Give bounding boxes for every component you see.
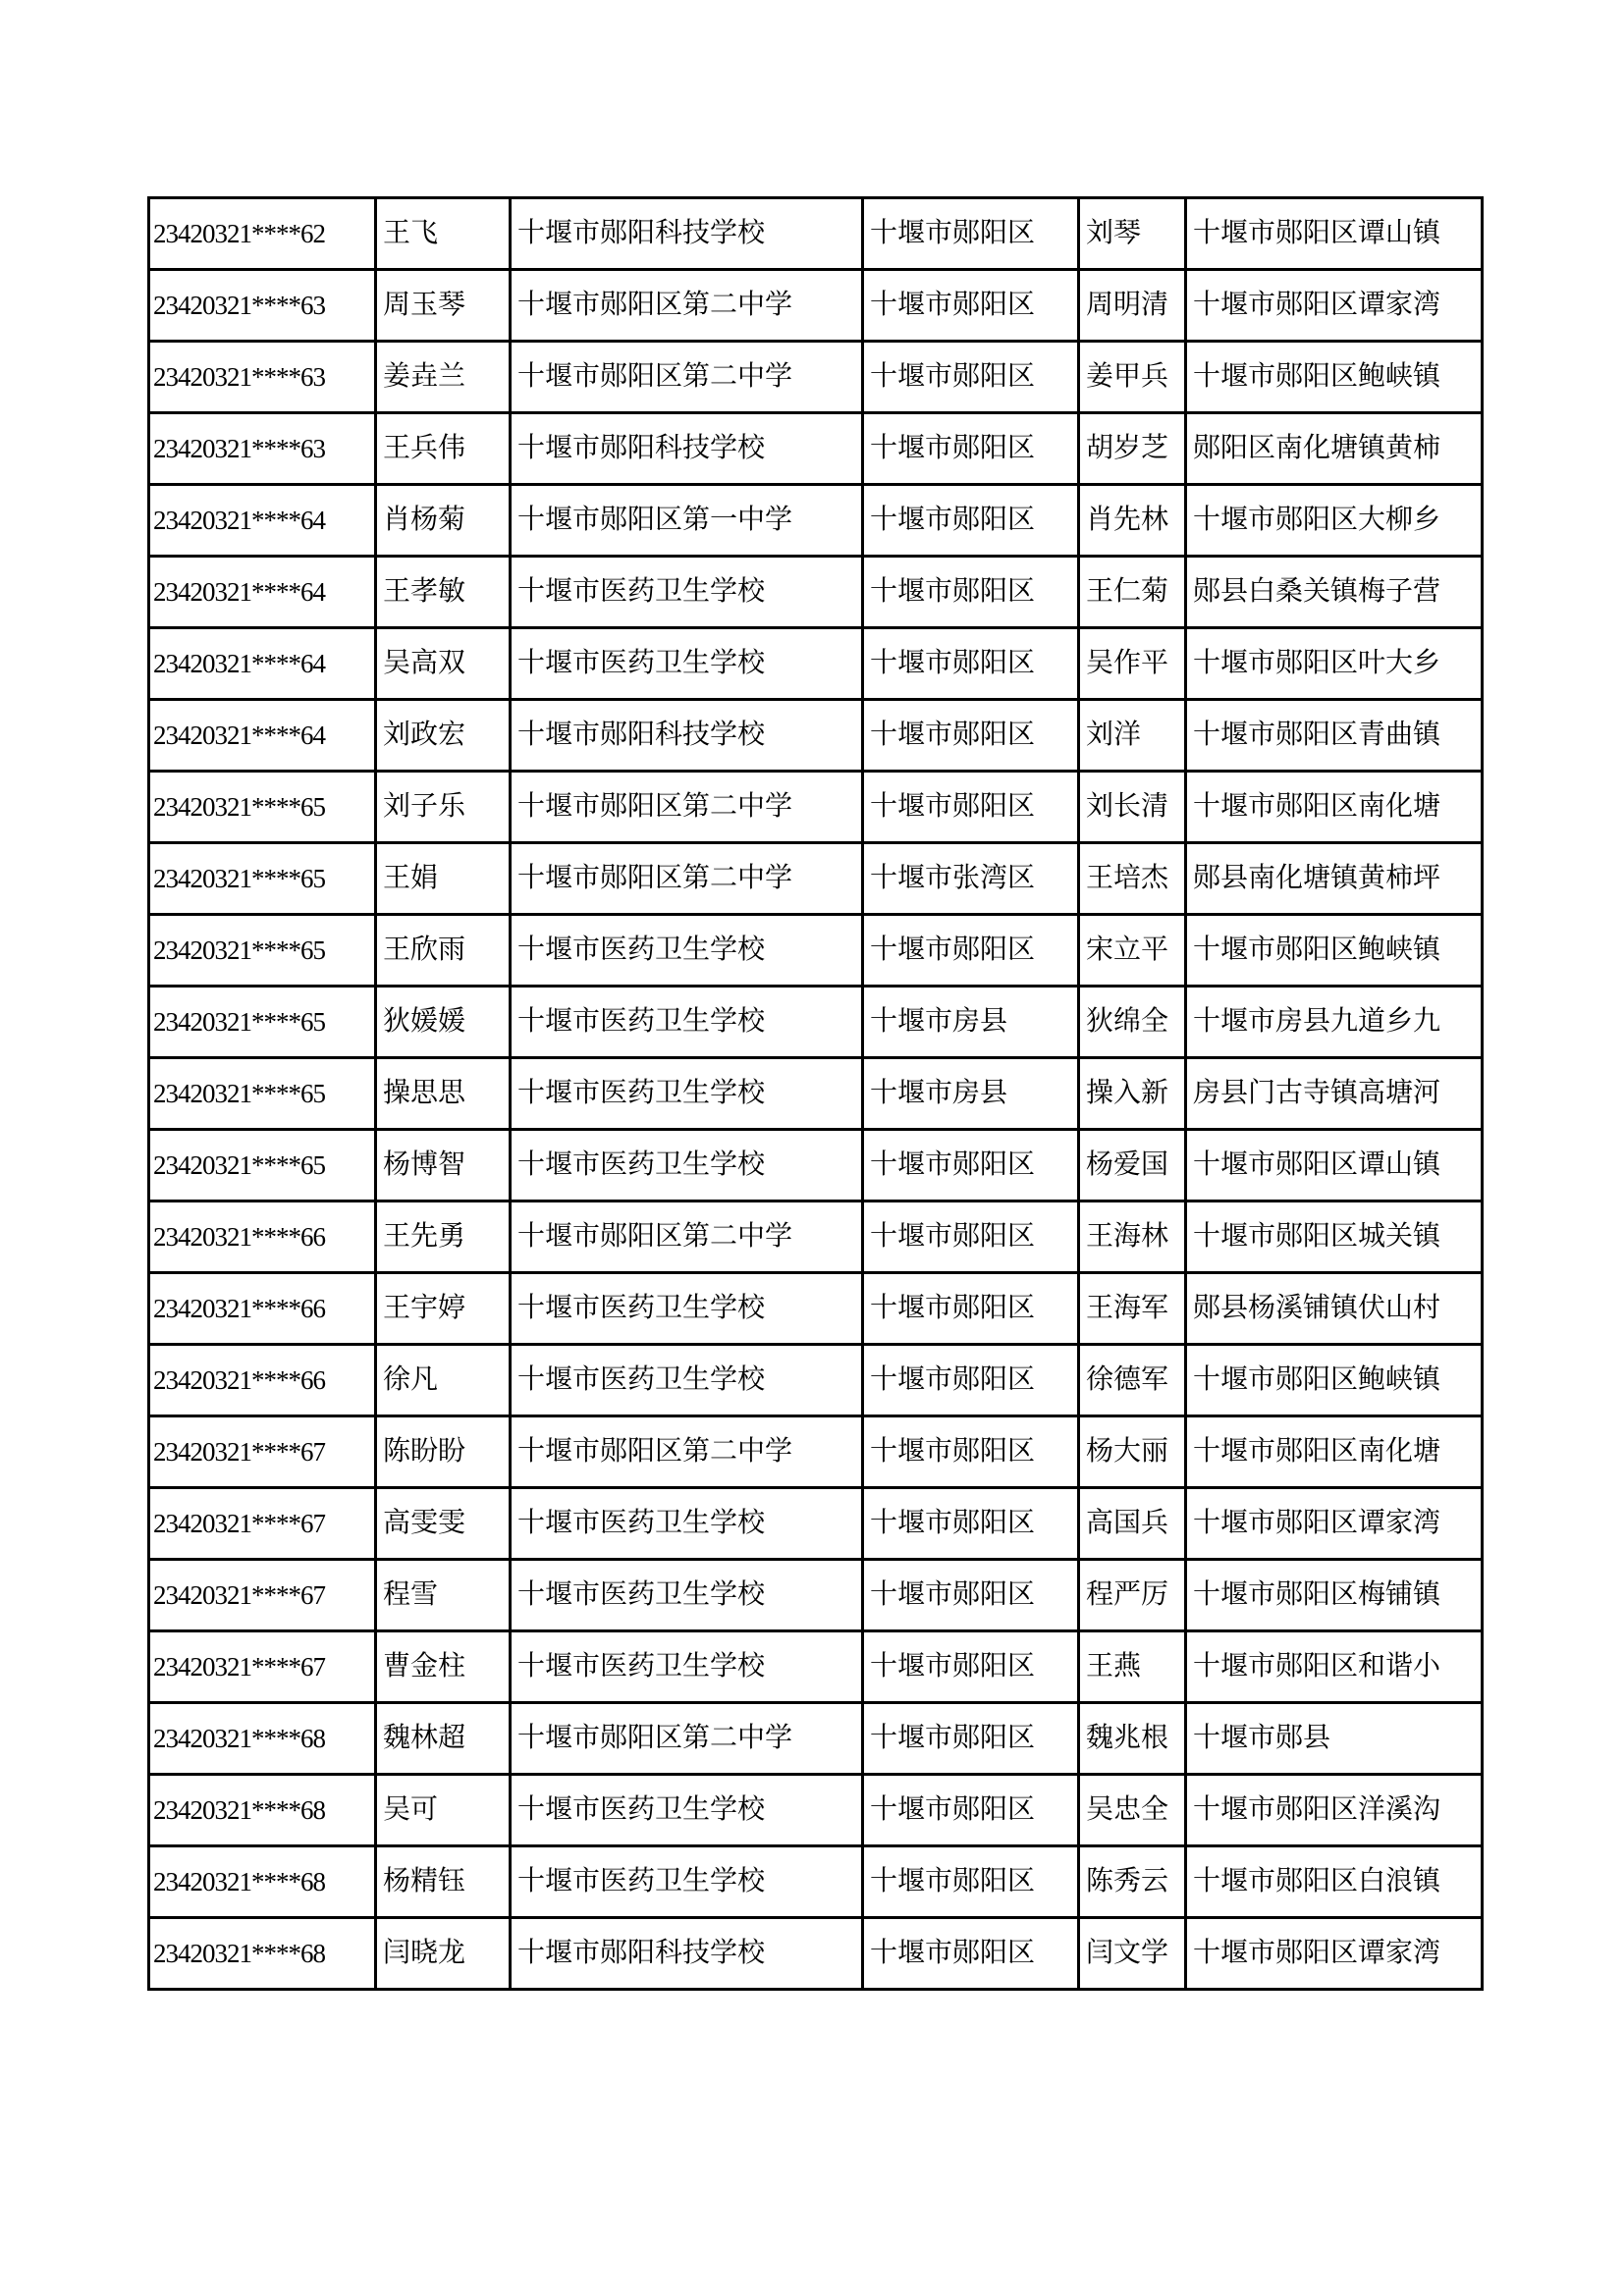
- student-name-cell: 王孝敏: [376, 557, 511, 628]
- guardian-name-cell: 狄绵全: [1079, 987, 1186, 1058]
- district-cell: 十堰市郧阳区: [863, 1488, 1079, 1560]
- school-cell: 十堰市郧阳区第二中学: [511, 1201, 863, 1273]
- student-name-cell: 魏林超: [376, 1703, 511, 1775]
- address-cell: 郧县杨溪铺镇伏山村: [1186, 1273, 1483, 1345]
- district-cell: 十堰市郧阳区: [863, 700, 1079, 772]
- table-row: [149, 915, 1483, 987]
- student-name-cell: 曹金柱: [376, 1631, 511, 1703]
- student-name-cell: 姜垚兰: [376, 342, 511, 413]
- guardian-name-cell: 胡岁芝: [1079, 413, 1186, 485]
- id-number-cell: 23420321****66: [149, 1345, 376, 1416]
- table-row: [149, 1846, 1483, 1918]
- school-cell: 十堰市医药卫生学校: [511, 1631, 863, 1703]
- table-row: [149, 1130, 1483, 1201]
- table-row: [149, 198, 1483, 270]
- id-number-cell: 23420321****68: [149, 1918, 376, 1990]
- guardian-name-cell: 操入新: [1079, 1058, 1186, 1130]
- district-cell: 十堰市郧阳区: [863, 198, 1079, 270]
- student-name-cell: 吴高双: [376, 628, 511, 700]
- student-name-cell: 王先勇: [376, 1201, 511, 1273]
- id-number-cell: 23420321****65: [149, 1130, 376, 1201]
- id-number-cell: 23420321****63: [149, 342, 376, 413]
- district-cell: 十堰市郧阳区: [863, 1775, 1079, 1846]
- student-name-cell: 陈盼盼: [376, 1416, 511, 1488]
- school-cell: 十堰市医药卫生学校: [511, 1345, 863, 1416]
- guardian-name-cell: 程严厉: [1079, 1560, 1186, 1631]
- student-name-cell: 狄媛媛: [376, 987, 511, 1058]
- table-row: [149, 772, 1483, 843]
- district-cell: 十堰市郧阳区: [863, 1416, 1079, 1488]
- table-row: [149, 557, 1483, 628]
- id-number-cell: 23420321****64: [149, 628, 376, 700]
- address-cell: 房县门古寺镇高塘河: [1186, 1058, 1483, 1130]
- district-cell: 十堰市郧阳区: [863, 413, 1079, 485]
- id-number-cell: 23420321****65: [149, 915, 376, 987]
- district-cell: 十堰市郧阳区: [863, 270, 1079, 342]
- table-row: [149, 270, 1483, 342]
- guardian-name-cell: 宋立平: [1079, 915, 1186, 987]
- address-cell: 郧县白桑关镇梅子营: [1186, 557, 1483, 628]
- student-name-cell: 王宇婷: [376, 1273, 511, 1345]
- school-cell: 十堰市医药卫生学校: [511, 1488, 863, 1560]
- school-cell: 十堰市医药卫生学校: [511, 1058, 863, 1130]
- address-cell: 十堰市郧阳区鲍峡镇: [1186, 915, 1483, 987]
- guardian-name-cell: 周明清: [1079, 270, 1186, 342]
- id-number-cell: 23420321****68: [149, 1846, 376, 1918]
- id-number-cell: 23420321****67: [149, 1488, 376, 1560]
- id-number-cell: 23420321****67: [149, 1560, 376, 1631]
- table-row: [149, 1488, 1483, 1560]
- guardian-name-cell: 陈秀云: [1079, 1846, 1186, 1918]
- id-number-cell: 23420321****65: [149, 843, 376, 915]
- address-cell: 十堰市房县九道乡九: [1186, 987, 1483, 1058]
- table-row: [149, 342, 1483, 413]
- guardian-name-cell: 吴作平: [1079, 628, 1186, 700]
- id-number-cell: 23420321****67: [149, 1631, 376, 1703]
- guardian-name-cell: 刘洋: [1079, 700, 1186, 772]
- address-cell: 十堰市郧阳区大柳乡: [1186, 485, 1483, 557]
- address-cell: 十堰市郧阳区鲍峡镇: [1186, 342, 1483, 413]
- id-number-cell: 23420321****67: [149, 1416, 376, 1488]
- district-cell: 十堰市郧阳区: [863, 1345, 1079, 1416]
- id-number-cell: 23420321****68: [149, 1775, 376, 1846]
- school-cell: 十堰市医药卫生学校: [511, 1560, 863, 1631]
- student-name-cell: 程雪: [376, 1560, 511, 1631]
- table-row: [149, 1631, 1483, 1703]
- student-name-cell: 刘子乐: [376, 772, 511, 843]
- district-cell: 十堰市郧阳区: [863, 485, 1079, 557]
- id-number-cell: 23420321****65: [149, 987, 376, 1058]
- district-cell: 十堰市郧阳区: [863, 1631, 1079, 1703]
- table-row: [149, 1201, 1483, 1273]
- address-cell: 十堰市郧县: [1186, 1703, 1483, 1775]
- address-cell: 十堰市郧阳区鲍峡镇: [1186, 1345, 1483, 1416]
- table-row: [149, 413, 1483, 485]
- district-cell: 十堰市郧阳区: [863, 1273, 1079, 1345]
- district-cell: 十堰市房县: [863, 1058, 1079, 1130]
- address-cell: 十堰市郧阳区洋溪沟: [1186, 1775, 1483, 1846]
- id-number-cell: 23420321****68: [149, 1703, 376, 1775]
- address-cell: 十堰市郧阳区谭山镇: [1186, 198, 1483, 270]
- table-row: [149, 1560, 1483, 1631]
- student-name-cell: 高雯雯: [376, 1488, 511, 1560]
- address-cell: 郧县南化塘镇黄柿坪: [1186, 843, 1483, 915]
- id-number-cell: 23420321****64: [149, 557, 376, 628]
- id-number-cell: 23420321****66: [149, 1273, 376, 1345]
- school-cell: 十堰市郧阳区第二中学: [511, 1416, 863, 1488]
- student-name-cell: 王飞: [376, 198, 511, 270]
- school-cell: 十堰市医药卫生学校: [511, 1273, 863, 1345]
- district-cell: 十堰市郧阳区: [863, 1201, 1079, 1273]
- district-cell: 十堰市郧阳区: [863, 915, 1079, 987]
- school-cell: 十堰市郧阳区第一中学: [511, 485, 863, 557]
- table-row: [149, 1775, 1483, 1846]
- table-row: [149, 843, 1483, 915]
- student-name-cell: 王娟: [376, 843, 511, 915]
- district-cell: 十堰市郧阳区: [863, 772, 1079, 843]
- address-cell: 郧阳区南化塘镇黄柿: [1186, 413, 1483, 485]
- address-cell: 十堰市郧阳区梅铺镇: [1186, 1560, 1483, 1631]
- guardian-name-cell: 魏兆根: [1079, 1703, 1186, 1775]
- school-cell: 十堰市郧阳科技学校: [511, 198, 863, 270]
- guardian-name-cell: 王燕: [1079, 1631, 1186, 1703]
- address-cell: 十堰市郧阳区谭家湾: [1186, 270, 1483, 342]
- school-cell: 十堰市医药卫生学校: [511, 1846, 863, 1918]
- student-name-cell: 杨精钰: [376, 1846, 511, 1918]
- table-row: [149, 987, 1483, 1058]
- id-number-cell: 23420321****63: [149, 270, 376, 342]
- district-cell: 十堰市郧阳区: [863, 1130, 1079, 1201]
- id-number-cell: 23420321****62: [149, 198, 376, 270]
- school-cell: 十堰市郧阳区第二中学: [511, 342, 863, 413]
- address-cell: 十堰市郧阳区南化塘: [1186, 1416, 1483, 1488]
- school-cell: 十堰市医药卫生学校: [511, 915, 863, 987]
- address-cell: 十堰市郧阳区青曲镇: [1186, 700, 1483, 772]
- address-cell: 十堰市郧阳区谭山镇: [1186, 1130, 1483, 1201]
- table-row: [149, 700, 1483, 772]
- guardian-name-cell: 吴忠全: [1079, 1775, 1186, 1846]
- school-cell: 十堰市医药卫生学校: [511, 987, 863, 1058]
- table-row: [149, 1273, 1483, 1345]
- student-name-cell: 闫晓龙: [376, 1918, 511, 1990]
- school-cell: 十堰市郧阳科技学校: [511, 413, 863, 485]
- table-row: [149, 1345, 1483, 1416]
- guardian-name-cell: 高国兵: [1079, 1488, 1186, 1560]
- id-number-cell: 23420321****64: [149, 700, 376, 772]
- guardian-name-cell: 姜甲兵: [1079, 342, 1186, 413]
- table-row: [149, 1918, 1483, 1990]
- district-cell: 十堰市郧阳区: [863, 1846, 1079, 1918]
- address-cell: 十堰市郧阳区谭家湾: [1186, 1918, 1483, 1990]
- school-cell: 十堰市医药卫生学校: [511, 557, 863, 628]
- id-number-cell: 23420321****66: [149, 1201, 376, 1273]
- district-cell: 十堰市房县: [863, 987, 1079, 1058]
- district-cell: 十堰市郧阳区: [863, 1560, 1079, 1631]
- table-row: [149, 1058, 1483, 1130]
- student-name-cell: 吴可: [376, 1775, 511, 1846]
- guardian-name-cell: 王海军: [1079, 1273, 1186, 1345]
- district-cell: 十堰市郧阳区: [863, 1703, 1079, 1775]
- id-number-cell: 23420321****64: [149, 485, 376, 557]
- school-cell: 十堰市郧阳区第二中学: [511, 843, 863, 915]
- school-cell: 十堰市医药卫生学校: [511, 1130, 863, 1201]
- student-table-body: [149, 198, 1483, 1990]
- student-name-cell: 肖杨菊: [376, 485, 511, 557]
- district-cell: 十堰市郧阳区: [863, 557, 1079, 628]
- district-cell: 十堰市郧阳区: [863, 342, 1079, 413]
- guardian-name-cell: 杨大丽: [1079, 1416, 1186, 1488]
- address-cell: 十堰市郧阳区叶大乡: [1186, 628, 1483, 700]
- guardian-name-cell: 刘长清: [1079, 772, 1186, 843]
- table-row: [149, 628, 1483, 700]
- district-cell: 十堰市郧阳区: [863, 628, 1079, 700]
- address-cell: 十堰市郧阳区白浪镇: [1186, 1846, 1483, 1918]
- school-cell: 十堰市郧阳区第二中学: [511, 772, 863, 843]
- school-cell: 十堰市郧阳科技学校: [511, 700, 863, 772]
- student-name-cell: 杨博智: [376, 1130, 511, 1201]
- table-row: [149, 485, 1483, 557]
- student-name-cell: 周玉琴: [376, 270, 511, 342]
- district-cell: 十堰市张湾区: [863, 843, 1079, 915]
- table-row: [149, 1416, 1483, 1488]
- id-number-cell: 23420321****65: [149, 1058, 376, 1130]
- id-number-cell: 23420321****65: [149, 772, 376, 843]
- guardian-name-cell: 王海林: [1079, 1201, 1186, 1273]
- guardian-name-cell: 王培杰: [1079, 843, 1186, 915]
- guardian-name-cell: 刘琴: [1079, 198, 1186, 270]
- address-cell: 十堰市郧阳区城关镇: [1186, 1201, 1483, 1273]
- guardian-name-cell: 徐德军: [1079, 1345, 1186, 1416]
- student-name-cell: 徐凡: [376, 1345, 511, 1416]
- address-cell: 十堰市郧阳区和谐小: [1186, 1631, 1483, 1703]
- address-cell: 十堰市郧阳区谭家湾: [1186, 1488, 1483, 1560]
- student-name-cell: 操思思: [376, 1058, 511, 1130]
- table-row: [149, 1703, 1483, 1775]
- guardian-name-cell: 杨爱国: [1079, 1130, 1186, 1201]
- school-cell: 十堰市医药卫生学校: [511, 628, 863, 700]
- district-cell: 十堰市郧阳区: [863, 1918, 1079, 1990]
- school-cell: 十堰市郧阳科技学校: [511, 1918, 863, 1990]
- school-cell: 十堰市医药卫生学校: [511, 1775, 863, 1846]
- school-cell: 十堰市郧阳区第二中学: [511, 270, 863, 342]
- address-cell: 十堰市郧阳区南化塘: [1186, 772, 1483, 843]
- guardian-name-cell: 肖先林: [1079, 485, 1186, 557]
- student-name-cell: 刘政宏: [376, 700, 511, 772]
- guardian-name-cell: 王仁菊: [1079, 557, 1186, 628]
- student-table: [147, 196, 1484, 1991]
- student-name-cell: 王兵伟: [376, 413, 511, 485]
- student-name-cell: 王欣雨: [376, 915, 511, 987]
- school-cell: 十堰市郧阳区第二中学: [511, 1703, 863, 1775]
- guardian-name-cell: 闫文学: [1079, 1918, 1186, 1990]
- id-number-cell: 23420321****63: [149, 413, 376, 485]
